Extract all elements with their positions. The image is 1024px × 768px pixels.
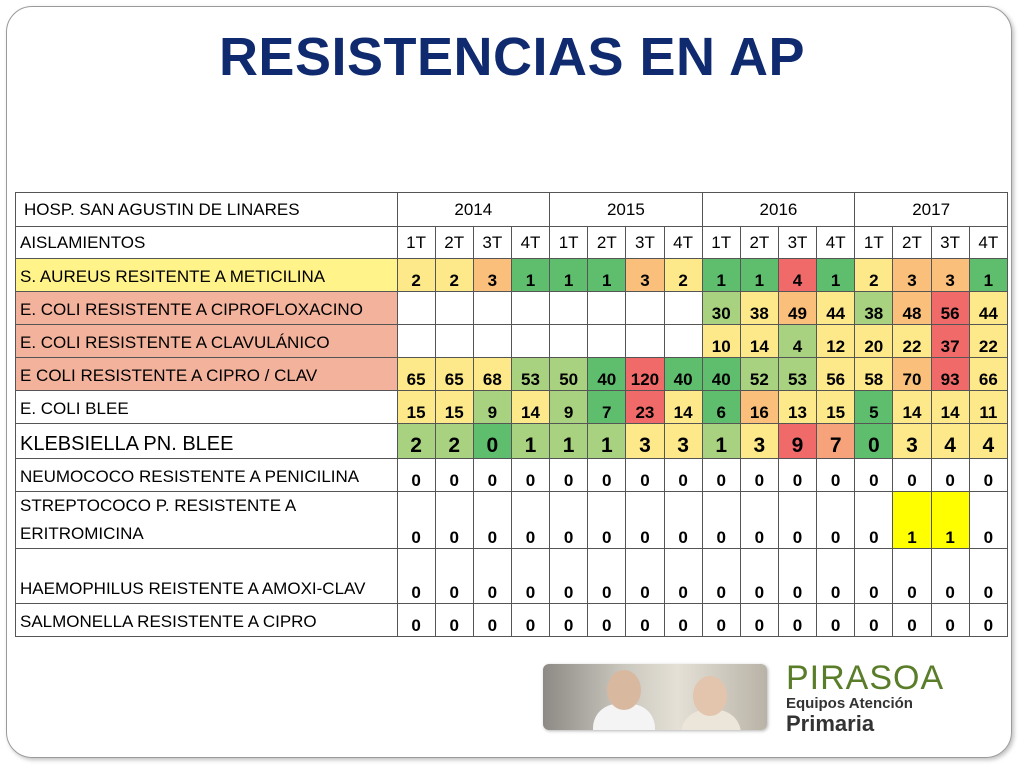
value-cell: 4 — [778, 325, 816, 358]
row-label: E COLI RESISTENTE A CIPRO / CLAV — [16, 358, 398, 391]
value-cell: 0 — [626, 492, 664, 549]
value-cell: 52 — [740, 358, 778, 391]
value-cell — [511, 325, 549, 358]
value-cell: 1 — [893, 492, 931, 549]
value-cell: 1 — [550, 259, 588, 292]
value-cell: 40 — [702, 358, 740, 391]
value-cell: 1 — [702, 259, 740, 292]
value-cell: 14 — [740, 325, 778, 358]
value-cell: 0 — [511, 492, 549, 549]
value-cell: 3 — [473, 259, 511, 292]
value-cell: 3 — [626, 424, 664, 459]
value-cell: 53 — [511, 358, 549, 391]
logo-brand: PIRASOA — [786, 659, 945, 697]
value-cell — [664, 325, 702, 358]
value-cell: 0 — [588, 492, 626, 549]
value-cell: 0 — [740, 459, 778, 492]
row-label: HAEMOPHILUS REISTENTE A AMOXI-CLAV — [16, 549, 398, 604]
value-cell: 48 — [893, 292, 931, 325]
value-cell: 13 — [778, 391, 816, 424]
value-cell: 23 — [626, 391, 664, 424]
value-cell — [473, 325, 511, 358]
value-cell: 3 — [893, 259, 931, 292]
value-cell: 0 — [855, 604, 893, 637]
quarter-header: 4T — [817, 227, 855, 259]
value-cell: 44 — [817, 292, 855, 325]
value-cell: 2 — [664, 259, 702, 292]
value-cell: 4 — [931, 424, 969, 459]
value-cell: 0 — [626, 549, 664, 604]
value-cell — [626, 325, 664, 358]
value-cell: 0 — [511, 604, 549, 637]
value-cell: 0 — [435, 492, 473, 549]
value-cell: 1 — [588, 259, 626, 292]
value-cell — [588, 325, 626, 358]
value-cell: 0 — [855, 549, 893, 604]
value-cell: 0 — [817, 604, 855, 637]
value-cell — [550, 325, 588, 358]
logo-subtitle: Equipos Atención — [786, 695, 913, 712]
value-cell: 9 — [473, 391, 511, 424]
value-cell: 22 — [969, 325, 1007, 358]
value-cell: 44 — [969, 292, 1007, 325]
value-cell: 0 — [855, 424, 893, 459]
value-cell: 3 — [931, 259, 969, 292]
table-row — [16, 459, 1008, 492]
value-cell: 0 — [511, 459, 549, 492]
value-cell: 0 — [931, 549, 969, 604]
value-cell: 2 — [855, 259, 893, 292]
quarter-header: 3T — [473, 227, 511, 259]
value-cell: 0 — [855, 492, 893, 549]
row-label: S. AUREUS RESITENTE A METICILINA — [16, 259, 398, 292]
value-cell: 120 — [626, 358, 664, 391]
value-cell: 7 — [588, 391, 626, 424]
value-cell: 12 — [817, 325, 855, 358]
value-cell: 0 — [626, 604, 664, 637]
value-cell: 49 — [778, 292, 816, 325]
value-cell — [511, 292, 549, 325]
value-cell: 4 — [969, 424, 1007, 459]
row-label: SALMONELLA RESISTENTE A CIPRO — [16, 604, 398, 637]
value-cell: 0 — [969, 459, 1007, 492]
value-cell: 37 — [931, 325, 969, 358]
value-cell: 0 — [664, 492, 702, 549]
value-cell: 0 — [931, 459, 969, 492]
year-header: 2017 — [855, 193, 1008, 227]
patient-head — [693, 676, 727, 716]
value-cell: 3 — [664, 424, 702, 459]
logo-subtitle-2: Primaria — [786, 711, 875, 736]
slide-title: RESISTENCIAS EN AP — [218, 27, 806, 87]
value-cell — [550, 292, 588, 325]
value-cell: 4 — [778, 259, 816, 292]
value-cell: 0 — [626, 459, 664, 492]
quarter-header: 1T — [702, 227, 740, 259]
value-cell: 0 — [702, 549, 740, 604]
value-cell: 0 — [740, 604, 778, 637]
value-cell: 0 — [435, 604, 473, 637]
value-cell: 3 — [893, 424, 931, 459]
value-cell: 1 — [511, 259, 549, 292]
quarter-header: 2T — [588, 227, 626, 259]
value-cell: 9 — [550, 391, 588, 424]
value-cell — [397, 292, 435, 325]
value-cell: 66 — [969, 358, 1007, 391]
table-row — [16, 424, 1008, 459]
value-cell: 38 — [740, 292, 778, 325]
value-cell — [626, 292, 664, 325]
value-cell: 0 — [740, 549, 778, 604]
doctor-patient-photo — [543, 664, 767, 730]
quarter-header: 4T — [511, 227, 549, 259]
value-cell: 0 — [588, 549, 626, 604]
value-cell: 1 — [817, 259, 855, 292]
year-header: 2015 — [550, 193, 703, 227]
value-cell: 2 — [397, 424, 435, 459]
value-cell: 0 — [702, 604, 740, 637]
value-cell: 2 — [435, 259, 473, 292]
value-cell: 0 — [473, 604, 511, 637]
value-cell: 14 — [664, 391, 702, 424]
value-cell: 0 — [817, 459, 855, 492]
value-cell: 15 — [435, 391, 473, 424]
quarter-header: 4T — [664, 227, 702, 259]
value-cell: 1 — [588, 424, 626, 459]
pirasoa-logo — [786, 660, 944, 736]
value-cell: 1 — [550, 424, 588, 459]
value-cell: 30 — [702, 292, 740, 325]
value-cell: 20 — [855, 325, 893, 358]
value-cell: 16 — [740, 391, 778, 424]
value-cell: 0 — [778, 604, 816, 637]
value-cell: 0 — [702, 492, 740, 549]
value-cell: 0 — [473, 424, 511, 459]
value-cell: 0 — [397, 604, 435, 637]
quarter-header: 3T — [931, 227, 969, 259]
value-cell: 0 — [702, 459, 740, 492]
value-cell: 0 — [778, 492, 816, 549]
value-cell: 15 — [397, 391, 435, 424]
value-cell: 7 — [817, 424, 855, 459]
value-cell: 0 — [550, 492, 588, 549]
quarter-header: 3T — [778, 227, 816, 259]
row-label: E. COLI BLEE — [16, 391, 398, 424]
value-cell: 68 — [473, 358, 511, 391]
value-cell: 1 — [969, 259, 1007, 292]
value-cell: 0 — [969, 604, 1007, 637]
value-cell: 0 — [855, 459, 893, 492]
value-cell: 0 — [550, 604, 588, 637]
isolates-label: AISLAMIENTOS — [16, 227, 398, 259]
value-cell: 14 — [893, 391, 931, 424]
row-label: NEUMOCOCO RESISTENTE A PENICILINA — [16, 459, 398, 492]
value-cell: 0 — [664, 604, 702, 637]
value-cell: 14 — [931, 391, 969, 424]
value-cell: 15 — [817, 391, 855, 424]
value-cell: 65 — [435, 358, 473, 391]
value-cell: 0 — [969, 492, 1007, 549]
value-cell: 0 — [550, 459, 588, 492]
table-row — [16, 549, 1008, 604]
value-cell: 0 — [893, 604, 931, 637]
value-cell: 0 — [778, 549, 816, 604]
quarter-header: 2T — [740, 227, 778, 259]
value-cell: 0 — [969, 549, 1007, 604]
hospital-label: HOSP. SAN AGUSTIN DE LINARES — [16, 193, 398, 227]
table-row — [16, 325, 1008, 358]
quarter-header: 2T — [435, 227, 473, 259]
table-row — [16, 391, 1008, 424]
table-row — [16, 259, 1008, 292]
value-cell: 0 — [473, 549, 511, 604]
value-cell: 0 — [473, 459, 511, 492]
value-cell: 1 — [931, 492, 969, 549]
value-cell: 5 — [855, 391, 893, 424]
value-cell: 9 — [778, 424, 816, 459]
value-cell: 1 — [511, 424, 549, 459]
value-cell: 0 — [473, 492, 511, 549]
value-cell: 0 — [588, 459, 626, 492]
row-label: E. COLI RESISTENTE A CLAVULÁNICO — [16, 325, 398, 358]
quarter-header-row — [16, 227, 1008, 259]
row-label: STREPTOCOCO P. RESISTENTE A ERITROMICINA — [16, 492, 398, 549]
value-cell: 0 — [664, 459, 702, 492]
value-cell: 56 — [931, 292, 969, 325]
value-cell: 0 — [550, 549, 588, 604]
table-row — [16, 604, 1008, 637]
value-cell: 0 — [435, 459, 473, 492]
year-header: 2016 — [702, 193, 855, 227]
value-cell — [435, 325, 473, 358]
value-cell: 0 — [511, 549, 549, 604]
value-cell: 0 — [435, 549, 473, 604]
value-cell: 2 — [397, 259, 435, 292]
quarter-header: 2T — [893, 227, 931, 259]
value-cell: 93 — [931, 358, 969, 391]
value-cell: 1 — [702, 424, 740, 459]
quarter-header: 1T — [855, 227, 893, 259]
value-cell: 50 — [550, 358, 588, 391]
value-cell: 0 — [817, 549, 855, 604]
table-row — [16, 492, 1008, 549]
table-body — [16, 259, 1008, 637]
value-cell — [588, 292, 626, 325]
value-cell: 2 — [435, 424, 473, 459]
value-cell: 0 — [397, 549, 435, 604]
value-cell: 3 — [626, 259, 664, 292]
value-cell: 0 — [893, 459, 931, 492]
value-cell: 14 — [511, 391, 549, 424]
value-cell: 40 — [664, 358, 702, 391]
value-cell: 0 — [397, 459, 435, 492]
value-cell: 0 — [817, 492, 855, 549]
value-cell — [473, 292, 511, 325]
quarter-header: 3T — [626, 227, 664, 259]
value-cell: 0 — [664, 549, 702, 604]
quarter-header: 4T — [969, 227, 1007, 259]
value-cell: 11 — [969, 391, 1007, 424]
resistance-table — [15, 192, 1008, 637]
quarter-header: 1T — [397, 227, 435, 259]
value-cell: 38 — [855, 292, 893, 325]
value-cell: 0 — [740, 492, 778, 549]
value-cell: 1 — [740, 259, 778, 292]
table-row — [16, 358, 1008, 391]
value-cell: 0 — [588, 604, 626, 637]
quarter-header: 1T — [550, 227, 588, 259]
value-cell: 0 — [893, 549, 931, 604]
value-cell: 53 — [778, 358, 816, 391]
value-cell: 0 — [397, 492, 435, 549]
value-cell: 0 — [931, 604, 969, 637]
value-cell: 56 — [817, 358, 855, 391]
value-cell — [664, 292, 702, 325]
row-label: E. COLI RESISTENTE A CIPROFLOXACINO — [16, 292, 398, 325]
row-label: KLEBSIELLA PN. BLEE — [16, 424, 398, 459]
year-header-row — [16, 193, 1008, 227]
value-cell: 65 — [397, 358, 435, 391]
table-row — [16, 292, 1008, 325]
value-cell: 70 — [893, 358, 931, 391]
value-cell: 0 — [778, 459, 816, 492]
value-cell: 40 — [588, 358, 626, 391]
value-cell: 22 — [893, 325, 931, 358]
year-header: 2014 — [397, 193, 550, 227]
value-cell — [397, 325, 435, 358]
value-cell: 3 — [740, 424, 778, 459]
value-cell: 6 — [702, 391, 740, 424]
value-cell: 58 — [855, 358, 893, 391]
value-cell — [435, 292, 473, 325]
value-cell: 10 — [702, 325, 740, 358]
doctor-head — [607, 670, 641, 710]
